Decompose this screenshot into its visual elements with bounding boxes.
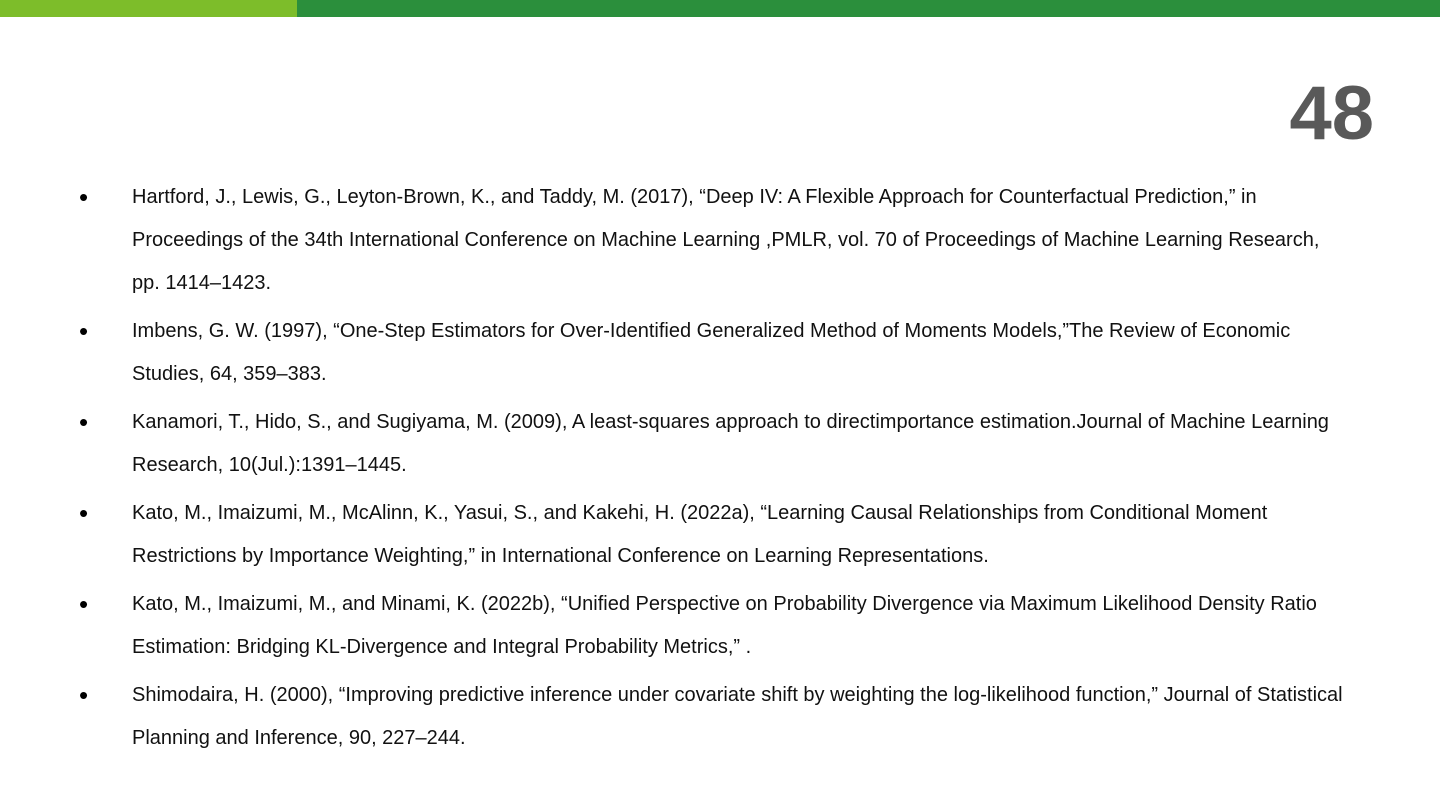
- bullet-icon: •: [79, 589, 89, 619]
- page-number: 48: [1289, 71, 1374, 156]
- bullet-icon: •: [79, 316, 89, 346]
- reference-item: [0, 401, 1440, 487]
- reference-list: [0, 176, 1440, 765]
- reference-item: [0, 674, 1440, 760]
- reference-item: [0, 492, 1440, 578]
- reference-text: Imbens, G. W. (1997), “One-Step Estimators for Over-Identified Generalized Method of Moments Models,”The Review of Economic Studies, 64, 359–383.: [132, 320, 1291, 385]
- reference-text: Kato, M., Imaizumi, M., and Minami, K. (2022b), “Unified Perspective on Probability Divergence via Maximum Likelihood Density Ratio Estimation: Bridging KL-Divergence and Integral Probability Metrics,” .: [132, 593, 1317, 658]
- reference-text: Hartford, J., Lewis, G., Leyton-Brown, K., and Taddy, M. (2017), “Deep IV: A Flexible Approach for Counterfactual Prediction,” in Proceedings of the 34th International Conference on Machine Learning ,PMLR, vol. 70 of Proceedings of Machine Learning Research, pp. 1414–1423.: [132, 186, 1320, 294]
- bullet-icon: •: [79, 407, 89, 437]
- bullet-icon: •: [79, 680, 89, 710]
- bullet-icon: •: [79, 182, 89, 212]
- reference-text: Kanamori, T., Hido, S., and Sugiyama, M. (2009), A least-squares approach to directimportance estimation.Journal of Machine Learning Research, 10(Jul.):1391–1445.: [132, 411, 1329, 476]
- reference-text: Kato, M., Imaizumi, M., McAlinn, K., Yasui, S., and Kakehi, H. (2022a), “Learning Causal Relationships from Conditional Moment Restrictions by Importance Weighting,” in International Conference on Learning Representations.: [132, 502, 1268, 567]
- top-accent-bar-light-segment: [0, 0, 297, 17]
- reference-text: Shimodaira, H. (2000), “Improving predictive inference under covariate shift by weighting the log-likelihood function,” Journal of Statistical Planning and Inference, 90, 227–244.: [132, 684, 1343, 749]
- top-accent-bar-dark-segment: [297, 0, 1440, 17]
- top-accent-bar: [0, 0, 1440, 17]
- bullet-icon: •: [79, 498, 89, 528]
- reference-item: [0, 583, 1440, 669]
- reference-item: [0, 310, 1440, 396]
- reference-item: [0, 176, 1440, 305]
